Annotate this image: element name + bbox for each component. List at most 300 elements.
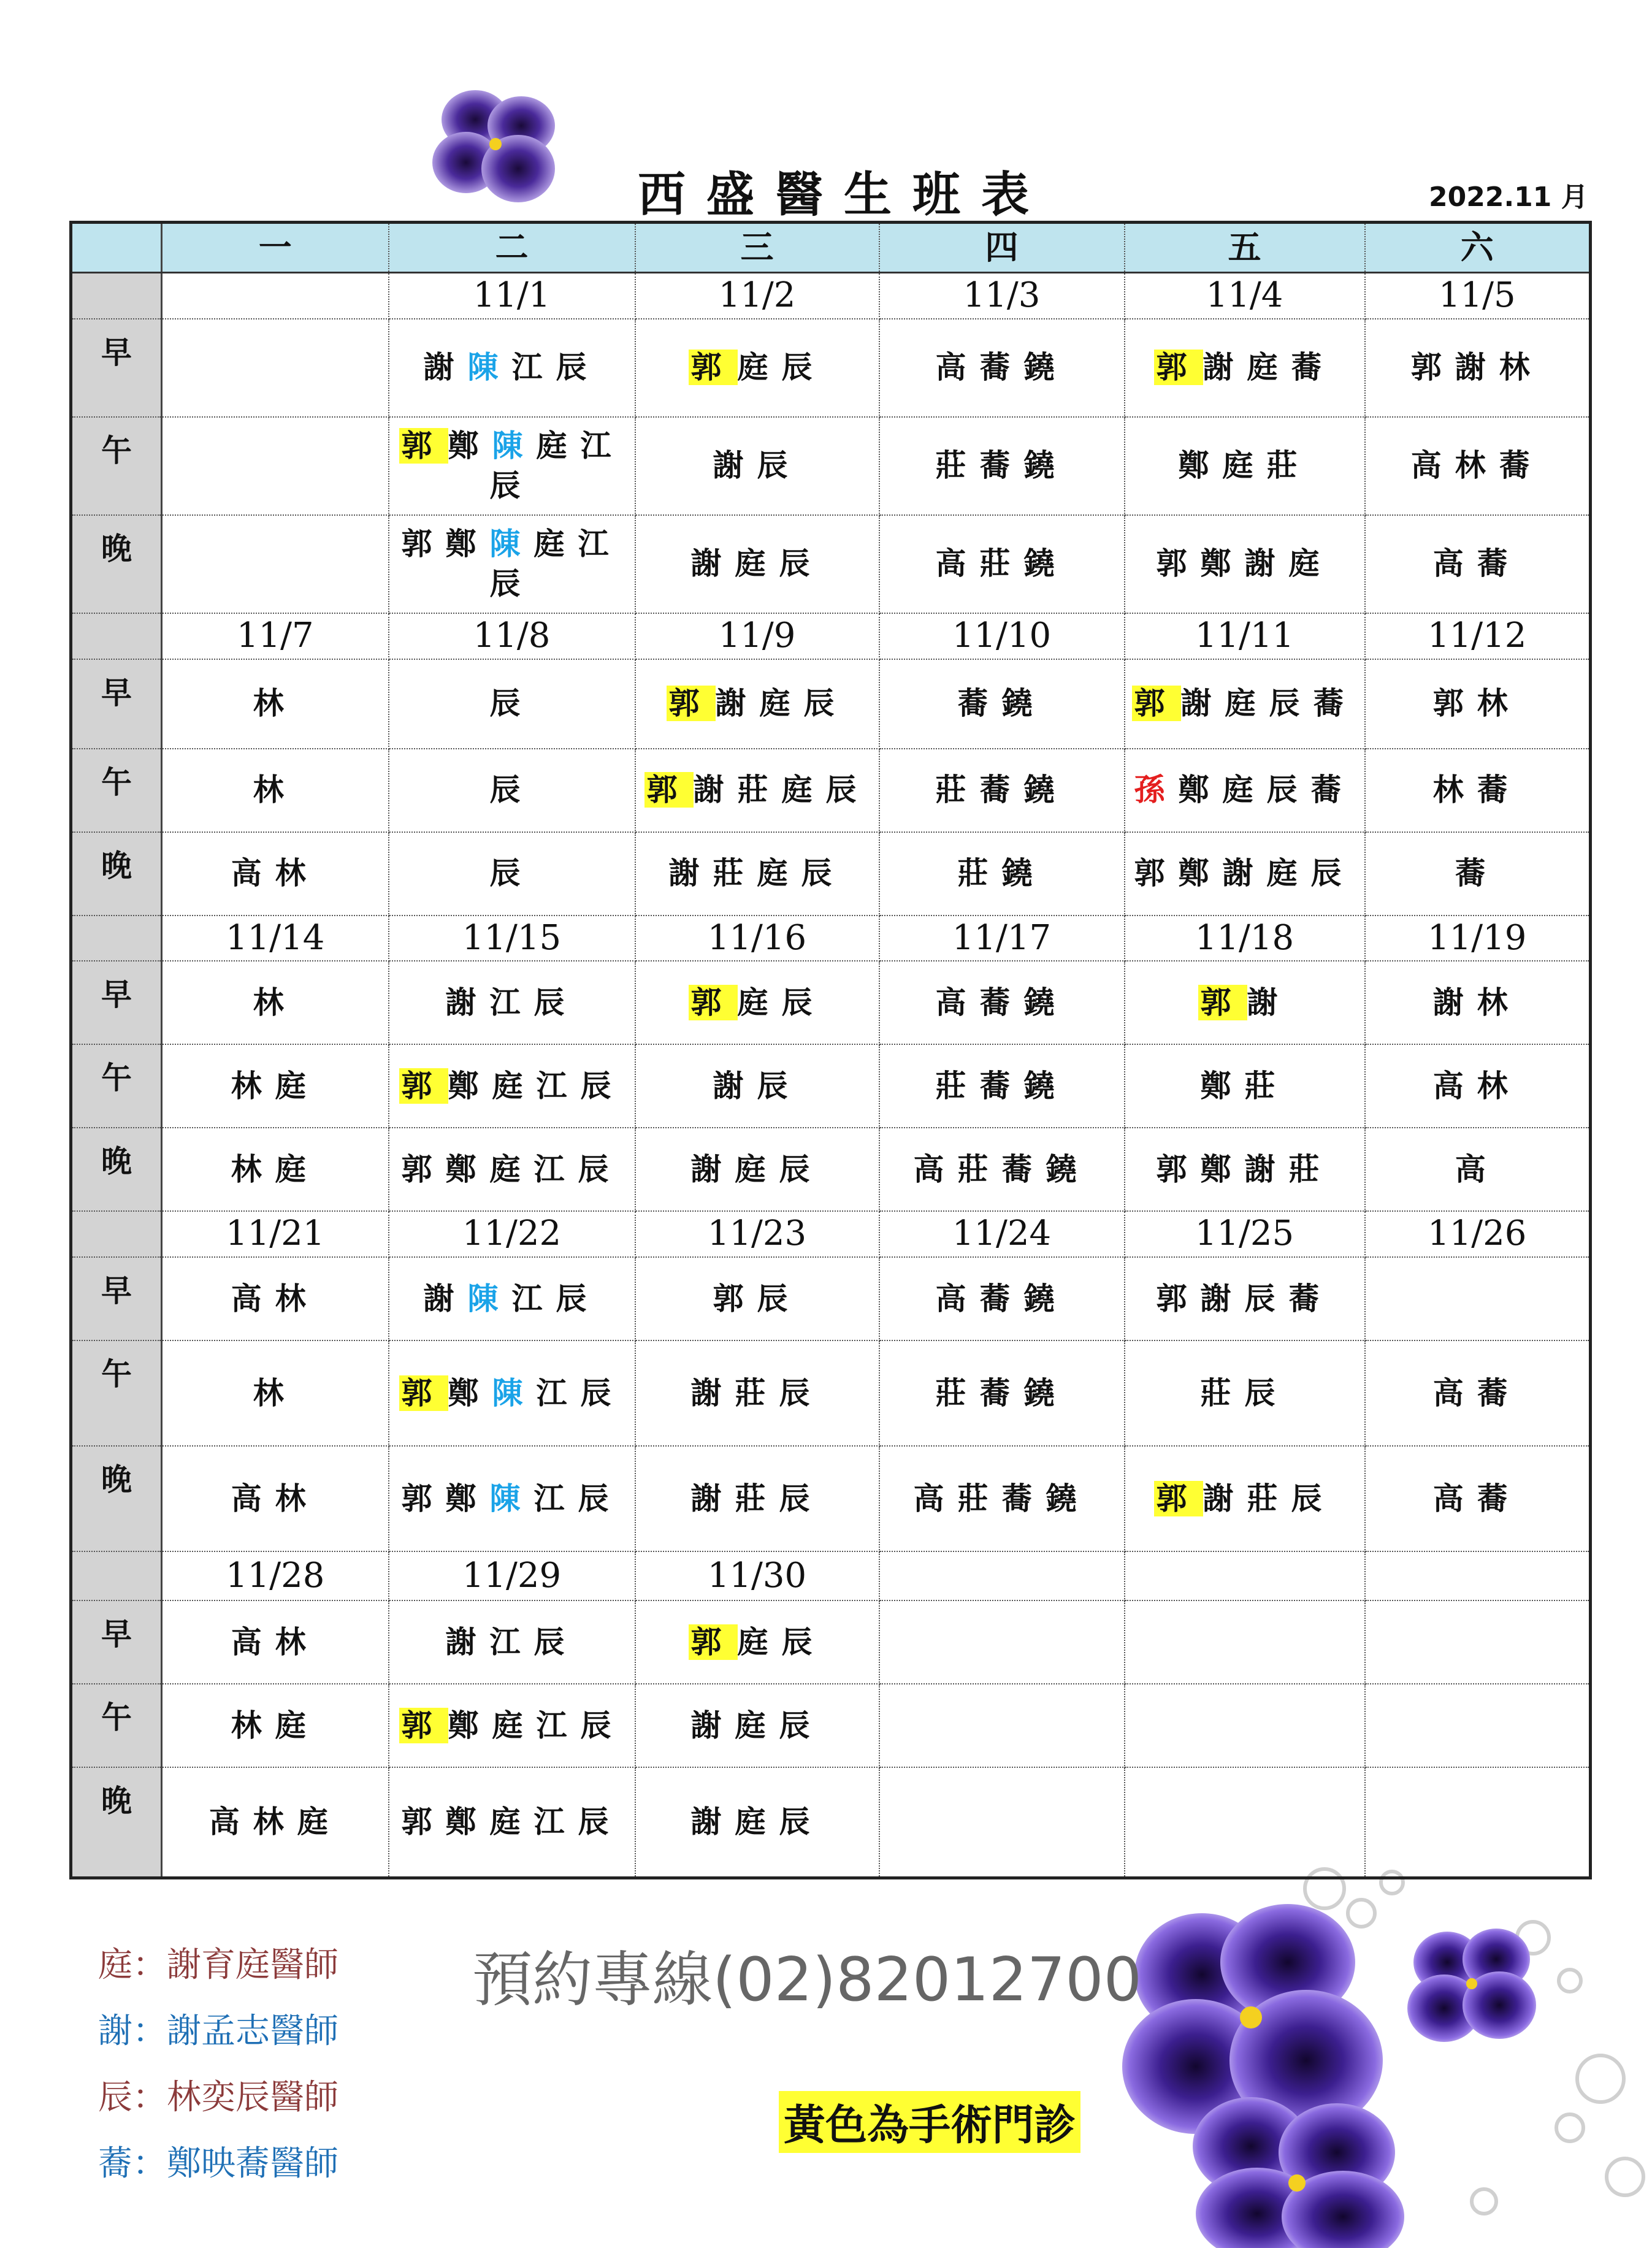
doctor-token: 鐃 <box>1023 1280 1068 1317</box>
doctor-token: 江 <box>536 1375 581 1411</box>
schedule-cell <box>879 1684 1125 1767</box>
schedule-cell <box>162 749 389 832</box>
date-cell: 11/19 <box>1365 916 1591 962</box>
doctor-token: 鐃 <box>1023 772 1068 808</box>
schedule-cell <box>162 1044 389 1128</box>
schedule-cell <box>389 832 635 916</box>
surgery-note: 黃色為手術門診 <box>779 2091 1080 2153</box>
doctor-token: 江 <box>536 1068 581 1104</box>
doctor-token: 林 <box>253 686 297 722</box>
shift-label: 早 <box>71 319 162 417</box>
shift-row <box>71 417 1591 515</box>
schedule-cell <box>1365 749 1591 832</box>
schedule-cell <box>635 1446 879 1551</box>
schedule-cell <box>1365 1044 1591 1128</box>
legend-text: 謝：謝孟志醫師 <box>98 2011 338 2051</box>
appointment-phone: 預約專線(02)82012700 <box>472 1945 1142 2015</box>
doctor-token: 莊 <box>1244 1068 1289 1104</box>
doctor-token: 高 <box>1432 1480 1477 1516</box>
schedule-cell <box>635 1600 879 1684</box>
doctor-token: 謝 <box>713 448 757 484</box>
doctor-token: 庭 <box>533 526 578 562</box>
doctor-token: 江 <box>511 350 556 386</box>
doctor-token: 高 <box>935 546 980 582</box>
doctor-token: 林 <box>231 1151 275 1187</box>
schedule-cell <box>162 1340 389 1446</box>
pansy-flower-bouquet-icon <box>1104 1858 1652 2248</box>
doctor-token: 庭 <box>757 855 801 892</box>
doctor-token: 辰 <box>1244 1280 1289 1317</box>
doctor-token: 高 <box>935 1280 980 1317</box>
schedule-cell <box>635 1044 879 1128</box>
schedule-cell <box>635 1340 879 1446</box>
date-cell: 11/16 <box>635 916 879 962</box>
doctor-token: 高 <box>935 984 980 1020</box>
schedule-table <box>69 221 1592 1879</box>
schedule-cell <box>1125 1128 1365 1211</box>
date-cell: 11/12 <box>1365 613 1591 659</box>
shift-label: 晚 <box>71 1128 162 1211</box>
shift-row <box>71 1128 1591 1211</box>
doctor-token: 謝 <box>1432 984 1477 1020</box>
schedule-cell <box>1365 1767 1591 1878</box>
doctor-token: 江 <box>536 1707 581 1743</box>
corner-cell <box>71 223 162 273</box>
doctor-token: 庭 <box>275 1068 319 1104</box>
doctor-token: 鄭 <box>1200 1068 1245 1104</box>
schedule-cell <box>1125 1600 1365 1684</box>
date-cell: 11/5 <box>1365 273 1591 319</box>
doctor-token: 鄭 <box>1178 448 1223 484</box>
doctor-token: 謝 <box>1244 546 1289 582</box>
doctor-token: 郭 <box>399 1708 448 1743</box>
doctor-token: 謝 <box>423 350 468 386</box>
doctor-token: 蕎 <box>979 350 1024 386</box>
schedule-cell <box>635 659 879 749</box>
schedule-cell <box>1125 1257 1365 1340</box>
doctor-token: 謝 <box>690 1707 735 1743</box>
schedule-cell <box>879 319 1125 417</box>
legend-text: 蕎：鄭映蕎醫師 <box>98 2144 338 2184</box>
doctor-token: 辰 <box>489 772 534 808</box>
schedule-cell <box>635 319 879 417</box>
doctor-token: 庭 <box>1222 448 1267 484</box>
legend-item <box>98 1938 338 1987</box>
doctor-token: 林 <box>1477 984 1521 1020</box>
doctor-token: 鄭 <box>448 1068 492 1104</box>
doctor-token: 謝 <box>690 1375 735 1411</box>
weekday-header: 六 <box>1365 223 1591 273</box>
doctor-token: 庭 <box>1222 772 1267 808</box>
doctor-token: 鄭 <box>445 1480 490 1516</box>
schedule-cell <box>1365 1684 1591 1767</box>
schedule-cell <box>879 1128 1125 1211</box>
schedule-cell <box>162 1128 389 1211</box>
doctor-token: 庭 <box>1288 546 1333 582</box>
doctor-token: 鐃 <box>1001 686 1046 722</box>
doctor-token: 辰 <box>781 984 826 1020</box>
doctor-token: 陳 <box>489 526 534 562</box>
doctor-token: 庭 <box>737 1624 782 1660</box>
legend-item <box>98 2004 338 2053</box>
doctor-token: 郭 <box>399 1068 448 1104</box>
date-cell: 11/30 <box>635 1551 879 1600</box>
doctor-token: 郭 <box>689 350 738 385</box>
date-cell: 11/25 <box>1125 1211 1365 1257</box>
shift-row <box>71 1340 1591 1446</box>
doctor-token: 謝 <box>715 686 760 722</box>
doctor-token: 高 <box>231 855 275 892</box>
doctor-token: 庭 <box>536 427 581 464</box>
doctor-token: 謝 <box>1247 984 1291 1020</box>
doctor-token: 辰 <box>779 546 824 582</box>
schedule-cell <box>1125 1044 1365 1128</box>
doctor-token: 辰 <box>779 1707 824 1743</box>
doctor-token: 林 <box>1477 1068 1521 1104</box>
schedule-cell <box>1125 1446 1365 1551</box>
schedule-cell <box>1365 1446 1591 1551</box>
schedule-cell <box>879 515 1125 613</box>
weekday-header: 三 <box>635 223 879 273</box>
shift-row <box>71 659 1591 749</box>
shift-row <box>71 1446 1591 1551</box>
doctor-token: 鐃 <box>1023 546 1068 582</box>
doctor-token: 蕎 <box>1477 1480 1521 1516</box>
doctor-token: 鄭 <box>448 1707 492 1743</box>
doctor-token: 高 <box>1432 1068 1477 1104</box>
schedule-cell <box>1365 1600 1591 1684</box>
doctor-token: 辰 <box>825 772 870 808</box>
schedule-cell <box>879 1340 1125 1446</box>
doctor-token: 謝 <box>1244 1151 1289 1187</box>
schedule-cell <box>162 515 389 613</box>
doctor-token: 鐃 <box>1023 984 1068 1020</box>
doctor-token: 江 <box>580 427 625 464</box>
doctor-token: 江 <box>511 1280 556 1317</box>
doctor-token: 蕎 <box>957 686 1002 722</box>
doctor-token: 辰 <box>556 350 600 386</box>
schedule-cell <box>162 319 389 417</box>
date-cell: 11/23 <box>635 1211 879 1257</box>
doctor-token: 郭 <box>401 1803 446 1840</box>
schedule-cell <box>389 1684 635 1767</box>
doctor-token: 江 <box>533 1803 578 1840</box>
schedule-cell <box>1365 1257 1591 1340</box>
doctor-token: 謝 <box>713 1068 757 1104</box>
doctor-token: 鄭 <box>445 1151 490 1187</box>
date-cell: 11/4 <box>1125 273 1365 319</box>
doctor-token: 辰 <box>1269 686 1314 722</box>
doctor-token: 辰 <box>578 1151 622 1187</box>
doctor-token: 郭 <box>1156 1151 1201 1187</box>
schedule-cell <box>879 1257 1125 1340</box>
schedule-cell <box>389 1767 635 1878</box>
doctor-token: 鄭 <box>1200 1151 1245 1187</box>
date-cell: 11/11 <box>1125 613 1365 659</box>
doctor-token: 辰 <box>1310 855 1355 892</box>
date-side-cell <box>71 1551 162 1600</box>
date-row <box>71 273 1591 319</box>
schedule-cell <box>1365 1128 1591 1211</box>
schedule-cell <box>635 417 879 515</box>
doctor-token: 陳 <box>492 427 537 464</box>
doctor-token: 郭 <box>1410 350 1455 386</box>
date-cell: 11/15 <box>389 916 635 962</box>
doctor-token: 辰 <box>781 1624 826 1660</box>
schedule-cell <box>879 832 1125 916</box>
doctor-token: 謝 <box>1222 855 1267 892</box>
date-cell: 11/29 <box>389 1551 635 1600</box>
date-side-cell <box>71 613 162 659</box>
doctor-token: 林 <box>275 1480 319 1516</box>
schedule-cell <box>635 832 879 916</box>
doctor-token: 謝 <box>1200 1280 1245 1317</box>
doctor-token: 林 <box>253 1803 297 1840</box>
schedule-cell <box>1125 832 1365 916</box>
doctor-token: 鄭 <box>448 427 492 464</box>
shift-label: 午 <box>71 1044 162 1128</box>
schedule-cell <box>389 1257 635 1340</box>
doctor-token: 莊 <box>935 1068 980 1104</box>
schedule-cell <box>389 1600 635 1684</box>
weekday-header: 四 <box>879 223 1125 273</box>
doctor-token: 莊 <box>1266 448 1311 484</box>
schedule-cell <box>162 832 389 916</box>
shift-row <box>71 1600 1591 1684</box>
doctor-token: 辰 <box>1244 1375 1289 1411</box>
shift-row <box>71 1044 1591 1128</box>
doctor-token: 謝 <box>423 1280 468 1317</box>
schedule-cell <box>635 1257 879 1340</box>
date-side-cell <box>71 273 162 319</box>
doctor-token: 莊 <box>957 855 1002 892</box>
doctor-token: 高 <box>1410 448 1455 484</box>
doctor-token: 莊 <box>957 1151 1002 1187</box>
doctor-token: 鐃 <box>1046 1480 1090 1516</box>
shift-label: 午 <box>71 1340 162 1446</box>
date-cell: 11/2 <box>635 273 879 319</box>
doctor-token: 庭 <box>737 984 782 1020</box>
doctor-token: 蕎 <box>1001 1480 1046 1516</box>
date-cell: 11/14 <box>162 916 389 962</box>
schedule-cell <box>879 1600 1125 1684</box>
doctor-token: 蕎 <box>1310 772 1355 808</box>
schedule-cell <box>162 1257 389 1340</box>
schedule-cell <box>879 417 1125 515</box>
doctor-token: 辰 <box>801 855 846 892</box>
doctor-token: 辰 <box>781 350 826 386</box>
doctor-token: 林 <box>1477 686 1521 722</box>
doctor-token: 莊 <box>737 772 782 808</box>
doctor-token: 辰 <box>757 1068 801 1104</box>
doctor-token: 高 <box>231 1624 275 1660</box>
doctor-token: 庭 <box>1247 350 1291 386</box>
doctor-token: 辰 <box>779 1151 824 1187</box>
schedule-cell <box>389 1044 635 1128</box>
doctor-token: 郭 <box>399 428 448 464</box>
doctor-token: 辰 <box>578 1480 622 1516</box>
legend-text: 庭：謝育庭醫師 <box>98 1945 338 1985</box>
doctor-token: 辰 <box>779 1803 824 1840</box>
doctor-token: 郭 <box>1134 855 1179 892</box>
date-cell <box>879 1551 1125 1600</box>
schedule-cell <box>162 1767 389 1878</box>
doctor-token: 鄭 <box>445 1803 490 1840</box>
doctor-token: 高 <box>231 1280 275 1317</box>
schedule-cell <box>635 749 879 832</box>
date-cell: 11/1 <box>389 273 635 319</box>
doctor-token: 蕎 <box>1477 772 1521 808</box>
date-cell: 11/17 <box>879 916 1125 962</box>
doctor-token: 高 <box>1455 1151 1499 1187</box>
doctor-token: 庭 <box>759 686 804 722</box>
schedule-cell <box>879 961 1125 1044</box>
doctor-token: 林 <box>253 772 297 808</box>
doctor-token: 林 <box>1432 772 1477 808</box>
shift-label: 早 <box>71 961 162 1044</box>
shift-label: 午 <box>71 417 162 515</box>
weekday-header: 一 <box>162 223 389 273</box>
doctor-token: 莊 <box>935 1375 980 1411</box>
doctor-token: 謝 <box>445 1624 490 1660</box>
doctor-token: 辰 <box>489 686 534 722</box>
doctor-token: 郭 <box>667 686 716 721</box>
doctor-token: 庭 <box>492 1068 537 1104</box>
doctor-token: 謝 <box>1180 686 1225 722</box>
doctor-token: 郭 <box>1156 546 1201 582</box>
shift-row <box>71 749 1591 832</box>
doctor-token: 鄭 <box>445 526 490 562</box>
doctor-token: 莊 <box>713 855 757 892</box>
doctor-token: 郭 <box>644 772 694 808</box>
shift-label: 晚 <box>71 1446 162 1551</box>
doctor-token: 陳 <box>467 350 512 386</box>
doctor-token: 辰 <box>580 1068 625 1104</box>
schedule-cell <box>879 1044 1125 1128</box>
shift-label: 晚 <box>71 1767 162 1878</box>
doctor-token: 莊 <box>935 448 980 484</box>
doctor-token: 謝 <box>690 1480 735 1516</box>
doctor-token: 辰 <box>757 1280 801 1317</box>
doctor-token: 謝 <box>1203 1480 1247 1516</box>
doctor-token: 辰 <box>533 1624 578 1660</box>
doctor-token: 謝 <box>690 1803 735 1840</box>
schedule-cell <box>1125 515 1365 613</box>
doctor-token: 陳 <box>492 1375 537 1411</box>
date-cell: 11/18 <box>1125 916 1365 962</box>
doctor-token: 庭 <box>297 1803 342 1840</box>
doctor-token: 孫 <box>1134 772 1179 808</box>
schedule-cell <box>635 1128 879 1211</box>
schedule-cell <box>1125 1340 1365 1446</box>
doctor-token: 蕎 <box>979 1375 1024 1411</box>
doctor-token: 鄭 <box>1200 546 1245 582</box>
date-cell: 11/9 <box>635 613 879 659</box>
schedule-cell <box>1125 1767 1365 1878</box>
doctor-token: 郭 <box>401 1151 446 1187</box>
doctor-token: 辰 <box>1266 772 1311 808</box>
schedule-cell <box>389 1446 635 1551</box>
shift-row <box>71 319 1591 417</box>
shift-label: 早 <box>71 1600 162 1684</box>
doctor-token: 莊 <box>735 1480 779 1516</box>
doctor-token: 莊 <box>935 772 980 808</box>
schedule-cell <box>389 515 635 613</box>
shift-label: 晚 <box>71 832 162 916</box>
schedule-cell <box>1125 319 1365 417</box>
doctor-token: 蕎 <box>979 1280 1024 1317</box>
doctor-token: 林 <box>231 1707 275 1743</box>
schedule-cell <box>162 659 389 749</box>
doctor-token: 謝 <box>1203 350 1247 386</box>
shift-label: 午 <box>71 1684 162 1767</box>
doctor-token: 陳 <box>467 1280 512 1317</box>
doctor-token: 鐃 <box>1023 448 1068 484</box>
schedule-cell <box>162 417 389 515</box>
legend-item <box>98 2070 338 2119</box>
weekday-header-row <box>71 223 1591 273</box>
date-cell: 11/21 <box>162 1211 389 1257</box>
schedule-cell <box>162 1446 389 1551</box>
date-cell: 11/3 <box>879 273 1125 319</box>
doctor-token: 謝 <box>690 1151 735 1187</box>
schedule-cell <box>635 1684 879 1767</box>
doctor-token: 謝 <box>668 855 713 892</box>
schedule-cell <box>1125 961 1365 1044</box>
schedule-cell <box>1125 1684 1365 1767</box>
doctor-token: 郭 <box>689 1624 738 1660</box>
doctor-token: 謝 <box>693 772 738 808</box>
legend-item <box>98 2136 338 2185</box>
pansy-flower-small-icon <box>423 83 570 218</box>
shift-row <box>71 961 1591 1044</box>
schedule-cell <box>162 1684 389 1767</box>
doctor-token: 庭 <box>492 1707 537 1743</box>
doctor-token: 庭 <box>781 772 826 808</box>
shift-label: 午 <box>71 749 162 832</box>
doctor-token: 郭 <box>1154 350 1203 385</box>
doctor-token: 郭 <box>689 985 738 1020</box>
doctor-token: 庭 <box>737 350 782 386</box>
doctor-token: 莊 <box>1200 1375 1245 1411</box>
schedule-cell <box>389 749 635 832</box>
doctor-token: 鐃 <box>1023 350 1068 386</box>
doctor-token: 辰 <box>803 686 848 722</box>
shift-label: 早 <box>71 1257 162 1340</box>
doctor-token: 庭 <box>735 1707 779 1743</box>
date-cell: 11/8 <box>389 613 635 659</box>
doctor-token: 郭 <box>399 1375 448 1411</box>
weekday-header: 五 <box>1125 223 1365 273</box>
shift-row <box>71 1767 1591 1878</box>
doctor-token: 辰 <box>779 1480 824 1516</box>
date-cell: 11/28 <box>162 1551 389 1600</box>
doctor-token: 辰 <box>1291 1480 1336 1516</box>
doctor-token: 庭 <box>1225 686 1269 722</box>
doctor-token: 莊 <box>1247 1480 1291 1516</box>
doctor-token: 莊 <box>979 546 1024 582</box>
doctor-token: 蕎 <box>1477 546 1521 582</box>
doctor-token: 鐃 <box>1001 855 1046 892</box>
doctor-token: 郭 <box>1156 1280 1201 1317</box>
doctor-token: 高 <box>231 1480 275 1516</box>
doctor-token: 高 <box>1432 1375 1477 1411</box>
schedule-cell <box>879 1446 1125 1551</box>
schedule-cell <box>1365 515 1591 613</box>
doctor-token: 庭 <box>735 546 779 582</box>
doctor-token: 辰 <box>556 1280 600 1317</box>
doctor-token: 蕎 <box>1499 448 1543 484</box>
